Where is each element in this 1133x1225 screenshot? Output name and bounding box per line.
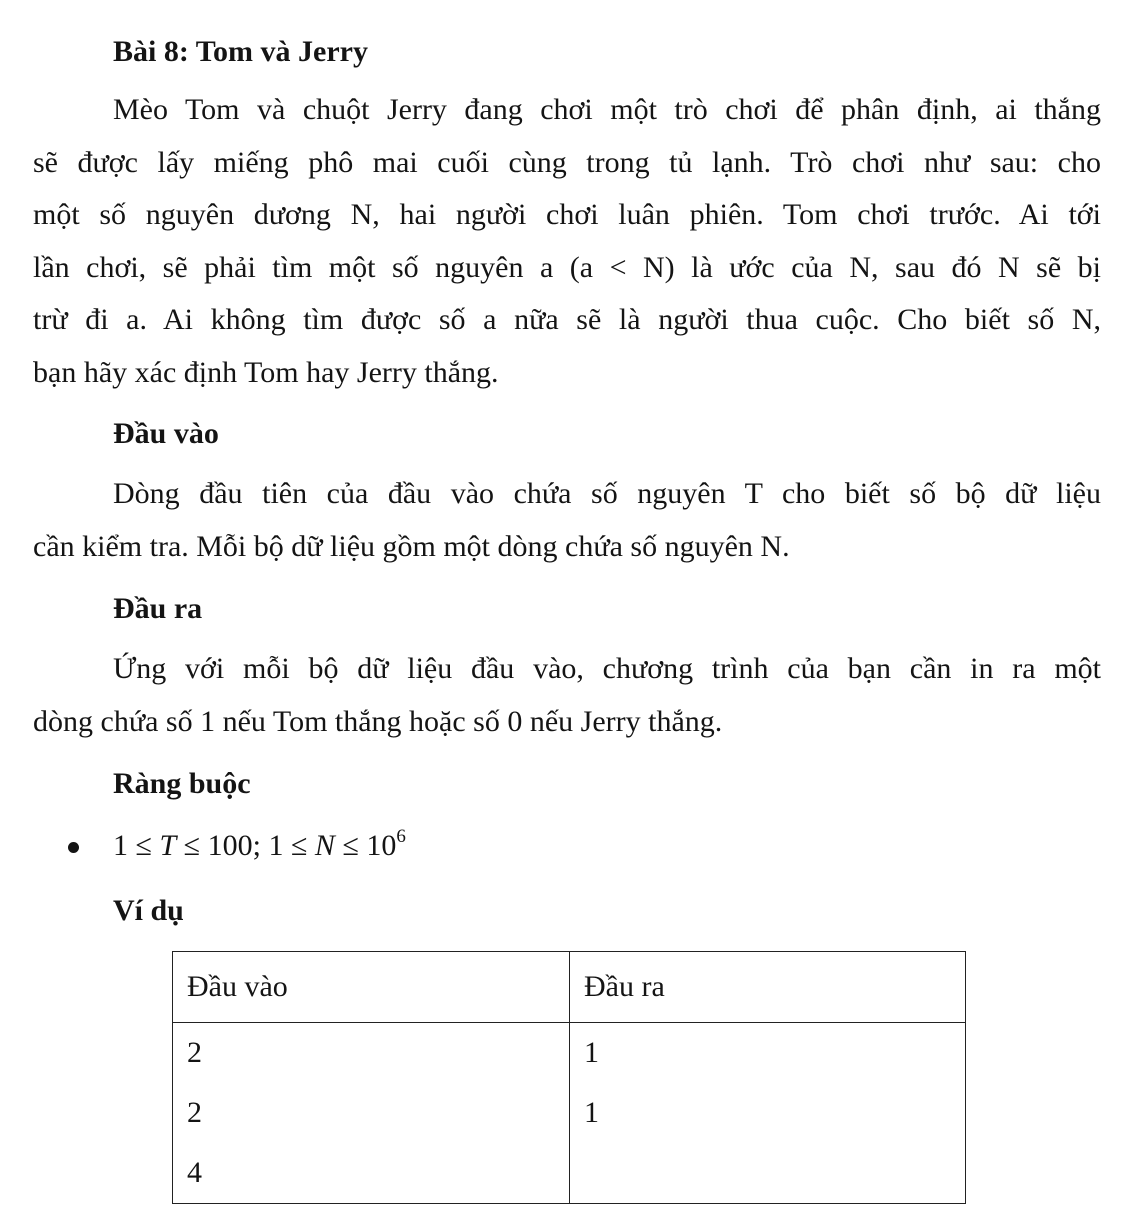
constraint-text: 1 ≤ T ≤ 100; $1 \le N \le 10^6$ bbox=[113, 826, 406, 862]
constraints-heading: Ràng buộc bbox=[113, 767, 251, 800]
input-line: Dòng đầu tiên của đầu vào chứa số nguyên T cho biết số bộ dữ liệu bbox=[113, 477, 1101, 510]
table-header-row bbox=[173, 952, 966, 1023]
output-line: dòng chứa số 1 nếu Tom thắng hoặc số 0 nếu Jerry thắng. bbox=[33, 704, 723, 738]
example-heading: Ví dụ bbox=[113, 894, 184, 927]
output-value: 1 bbox=[584, 1036, 599, 1069]
statement-line: Mèo Tom và chuột Jerry đang chơi một trò chơi để phân định, ai thắng bbox=[113, 93, 1101, 126]
example-table bbox=[172, 951, 966, 1204]
input-value: 2 bbox=[187, 1036, 202, 1069]
table-header-input: Đầu vào bbox=[173, 952, 570, 1023]
input-description bbox=[33, 468, 1101, 573]
input-value: 4 bbox=[187, 1156, 202, 1189]
statement-line: một số nguyên dương N, hai người chơi luân phiên. Tom chơi trước. Ai tới bbox=[33, 198, 1101, 231]
statement-line: sẽ được lấy miếng phô mai cuối cùng trong tủ lạnh. Trò chơi như sau: cho bbox=[33, 145, 1101, 179]
input-heading: Đầu vào bbox=[113, 417, 219, 450]
statement-line: bạn hãy xác định Tom hay Jerry thắng. bbox=[33, 355, 499, 389]
problem-statement bbox=[33, 84, 1101, 399]
table-cell-output bbox=[570, 1023, 966, 1204]
output-description bbox=[33, 643, 1101, 748]
statement-line: trừ đi a. Ai không tìm được số a nữa sẽ là người thua cuộc. Cho biết số N, bbox=[33, 303, 1101, 336]
output-value: 1 bbox=[584, 1096, 599, 1129]
statement-line: lần chơi, sẽ phải tìm một số nguyên a (a < N) là ước của N, sau đó N sẽ bị bbox=[33, 250, 1101, 284]
input-line: cần kiểm tra. Mỗi bộ dữ liệu gồm một dòng chứa số nguyên N. bbox=[33, 529, 790, 563]
bullet-icon bbox=[68, 842, 79, 853]
output-line: Ứng với mỗi bộ dữ liệu đầu vào, chương trình của bạn cần in ra một bbox=[113, 652, 1101, 685]
problem-title: Bài 8: Tom và Jerry bbox=[113, 35, 368, 68]
output-heading: Đầu ra bbox=[113, 592, 203, 625]
input-value: 2 bbox=[187, 1096, 202, 1129]
table-row bbox=[173, 1023, 966, 1204]
table-cell-input bbox=[173, 1023, 570, 1204]
output-value bbox=[584, 1143, 951, 1203]
table-header-output: Đầu ra bbox=[570, 952, 966, 1023]
